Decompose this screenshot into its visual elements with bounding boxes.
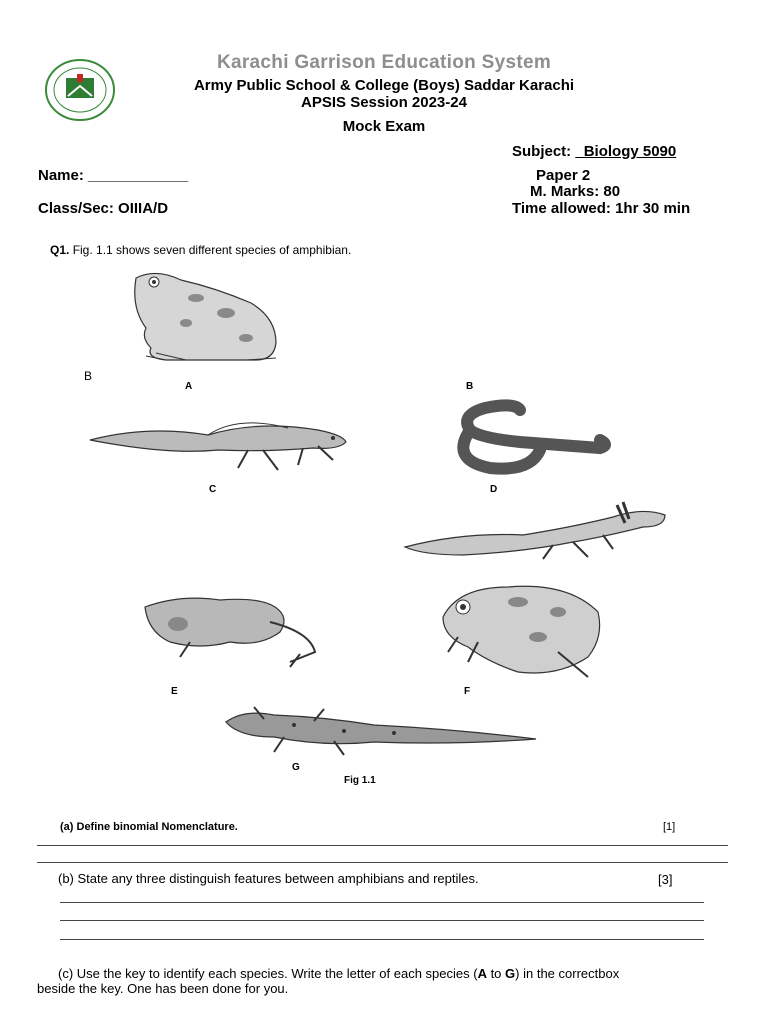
- org-title: Karachi Garrison Education System: [216, 52, 552, 73]
- label-a: A: [185, 381, 193, 392]
- label-d: D: [490, 484, 498, 495]
- answer-line: [60, 920, 704, 921]
- answer-line: [37, 845, 728, 846]
- max-marks: M. Marks: 80: [530, 183, 621, 200]
- q1-number: Q1.: [50, 243, 70, 257]
- label-b: B: [466, 381, 474, 392]
- class-section: Class/Sec: OIIIA/D: [38, 200, 169, 217]
- school-name: Army Public School & College (Boys) Saddar Karachi: [193, 77, 575, 94]
- q1-intro-text: Fig. 1.1 shows seven different species of amphibian.: [72, 243, 352, 257]
- part-b-marks: [3]: [658, 872, 673, 887]
- caecilian-d-illustration: [440, 400, 612, 475]
- frog-a-illustration: [126, 268, 286, 368]
- part-c-text-2: to: [486, 966, 506, 981]
- subject-line: [512, 143, 676, 160]
- figure-caption: Fig 1.1: [344, 775, 376, 786]
- part-b-text: (b) State any three distinguish features between amphibians and reptiles.: [58, 871, 479, 886]
- q1-intro: [50, 243, 351, 257]
- name-field: Name: ____________: [38, 167, 189, 184]
- part-c-text-1: (c) Use the key to identify each species. Write the letter of each species (: [58, 966, 478, 981]
- time-allowed: Time allowed: 1hr 30 min: [512, 200, 691, 217]
- newt-c-illustration: [88, 410, 348, 480]
- answer-line: [37, 862, 728, 863]
- part-c-line1: [58, 966, 748, 981]
- label-f: F: [464, 686, 471, 697]
- frog-f-illustration: [438, 582, 604, 682]
- salamander-g-illustration: [224, 707, 539, 757]
- axolotl-illustration: [403, 497, 668, 562]
- label-g: G: [292, 762, 300, 773]
- part-c-text-3: ) in the correctbox: [515, 966, 620, 981]
- paper: Paper 2: [536, 167, 591, 184]
- answer-line: [60, 902, 704, 903]
- subject-value: _Biology 5090: [575, 143, 677, 160]
- label-c: C: [209, 484, 217, 495]
- answer-line: [60, 939, 704, 940]
- stray-label-b: B: [84, 369, 93, 383]
- session: APSIS Session 2023-24: [301, 94, 467, 111]
- part-c-bold-a: A: [477, 966, 487, 981]
- part-a-text: (a) Define binomial Nomenclature.: [60, 821, 238, 833]
- toad-e-illustration: [140, 592, 325, 672]
- part-c-bold-g: G: [505, 966, 516, 981]
- part-c-line2: beside the key. One has been done for you.: [37, 981, 289, 996]
- label-e: E: [171, 686, 178, 697]
- subject-label: Subject:: [512, 143, 572, 160]
- exam-title: Mock Exam: [342, 118, 426, 135]
- part-a-marks: [1]: [663, 821, 676, 833]
